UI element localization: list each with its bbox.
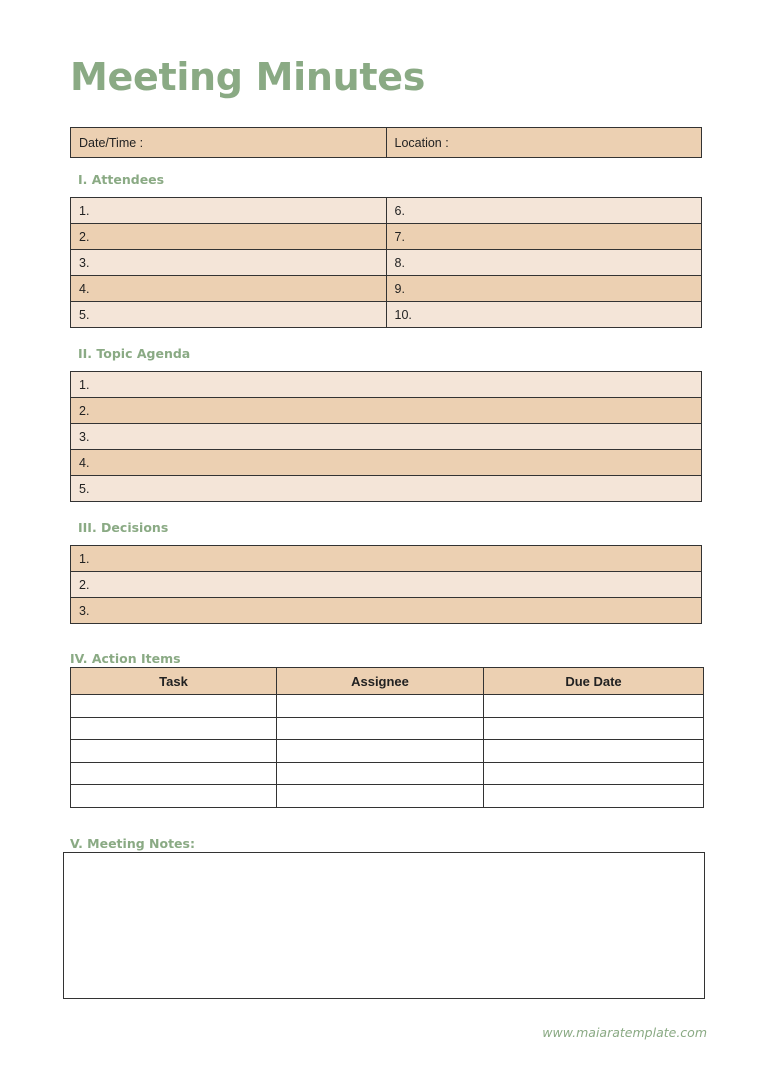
page-title: Meeting Minutes <box>70 55 426 99</box>
table-row <box>71 740 704 763</box>
agenda-table <box>70 371 702 502</box>
notes-heading: V. Meeting Notes: <box>70 836 195 851</box>
column-header-due-date: Due Date <box>484 668 704 695</box>
action-items-table <box>70 667 704 808</box>
table-row <box>71 785 704 808</box>
task-cell[interactable] <box>71 785 277 808</box>
table-row <box>71 762 704 785</box>
attendee-cell[interactable]: 7. <box>386 224 702 250</box>
due-date-cell[interactable] <box>484 717 704 740</box>
assignee-cell[interactable] <box>277 717 484 740</box>
due-date-cell[interactable] <box>484 695 704 718</box>
attendees-table <box>70 197 702 328</box>
decisions-heading: III. Decisions <box>78 520 169 535</box>
attendee-cell[interactable]: 1. <box>71 198 387 224</box>
agenda-heading: II. Topic Agenda <box>78 346 191 361</box>
task-cell[interactable] <box>71 762 277 785</box>
meeting-notes-box[interactable] <box>63 852 705 999</box>
attendee-cell[interactable]: 2. <box>71 224 387 250</box>
decision-item[interactable]: 3. <box>71 598 702 624</box>
attendee-cell[interactable]: 9. <box>386 276 702 302</box>
datetime-field[interactable]: Date/Time : <box>71 128 387 158</box>
task-cell[interactable] <box>71 740 277 763</box>
table-row <box>71 717 704 740</box>
meeting-info-table <box>70 127 702 158</box>
task-cell[interactable] <box>71 717 277 740</box>
column-header-assignee: Assignee <box>277 668 484 695</box>
footer-url: www.maiaratemplate.com <box>542 1025 707 1040</box>
agenda-item[interactable]: 2. <box>71 398 702 424</box>
attendee-cell[interactable]: 6. <box>386 198 702 224</box>
agenda-item[interactable]: 5. <box>71 476 702 502</box>
location-field[interactable]: Location : <box>386 128 702 158</box>
attendee-cell[interactable]: 4. <box>71 276 387 302</box>
assignee-cell[interactable] <box>277 740 484 763</box>
due-date-cell[interactable] <box>484 762 704 785</box>
agenda-item[interactable]: 3. <box>71 424 702 450</box>
agenda-item[interactable]: 4. <box>71 450 702 476</box>
attendee-cell[interactable]: 5. <box>71 302 387 328</box>
attendees-heading: I. Attendees <box>78 172 165 187</box>
decision-item[interactable]: 1. <box>71 546 702 572</box>
due-date-cell[interactable] <box>484 740 704 763</box>
due-date-cell[interactable] <box>484 785 704 808</box>
action-items-heading: IV. Action Items <box>70 651 181 666</box>
attendee-cell[interactable]: 10. <box>386 302 702 328</box>
decision-item[interactable]: 2. <box>71 572 702 598</box>
agenda-item[interactable]: 1. <box>71 372 702 398</box>
table-row <box>71 695 704 718</box>
attendee-cell[interactable]: 3. <box>71 250 387 276</box>
assignee-cell[interactable] <box>277 695 484 718</box>
decisions-table <box>70 545 702 624</box>
attendee-cell[interactable]: 8. <box>386 250 702 276</box>
column-header-task: Task <box>71 668 277 695</box>
task-cell[interactable] <box>71 695 277 718</box>
assignee-cell[interactable] <box>277 762 484 785</box>
assignee-cell[interactable] <box>277 785 484 808</box>
